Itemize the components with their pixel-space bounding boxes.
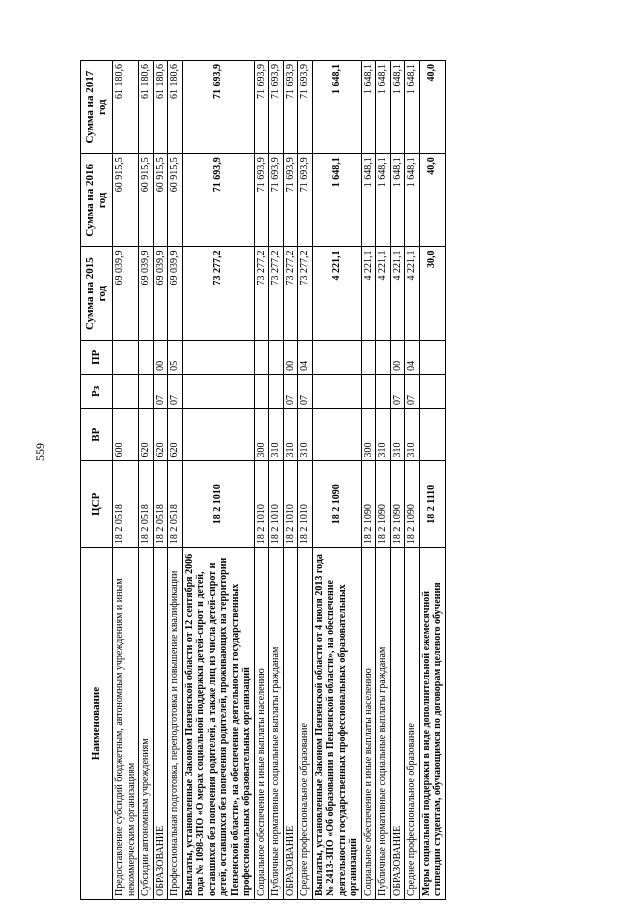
cell-pr <box>312 340 361 374</box>
header-sum-2017: Сумма на 2017 год <box>81 61 113 154</box>
cell-name: Субсидии автономным учреждениям <box>139 548 154 900</box>
cell-rz: 07 <box>405 374 420 408</box>
cell-sum-2015: 4 221,1 <box>390 247 405 340</box>
cell-pr <box>139 340 154 374</box>
cell-name: Предоставление субсидий бюджетным, автономным учреждениям и иным некоммерческим организациям <box>113 548 139 900</box>
cell-name: Выплаты, установленные Законом Пензенской области от 4 июля 2013 года № 2413-ЗПО «Об образовании в Пензенской области», на обеспечение деятельности государственных профессиональных образовательных организаций <box>312 548 361 900</box>
cell-sum-2015: 4 221,1 <box>405 247 420 340</box>
cell-rz: 07 <box>298 374 313 408</box>
cell-rz <box>361 374 376 408</box>
cell-sum-2016: 60 915,5 <box>139 154 154 247</box>
cell-csr: 18 2 1010 <box>298 461 313 548</box>
cell-rz <box>419 374 445 408</box>
cell-name: Меры социальной поддержки в виде дополнительной ежемесячной стипендии студентам, обучающимся по договорам целевого обучения <box>419 548 445 900</box>
cell-csr: 18 2 1090 <box>361 461 376 548</box>
cell-rz <box>139 374 154 408</box>
cell-csr: 18 2 0518 <box>153 461 168 548</box>
cell-sum-2016: 71 693,9 <box>298 154 313 247</box>
cell-vr: 300 <box>361 408 376 461</box>
header-rz: Рз <box>81 374 113 408</box>
table-row <box>168 61 183 900</box>
cell-sum-2017: 40,0 <box>419 61 445 154</box>
cell-csr: 18 2 0518 <box>168 461 183 548</box>
cell-pr: 00 <box>390 340 405 374</box>
cell-sum-2015: 73 277,2 <box>269 247 284 340</box>
cell-vr: 310 <box>269 408 284 461</box>
cell-pr <box>269 340 284 374</box>
cell-sum-2016: 71 693,9 <box>283 154 298 247</box>
cell-sum-2015: 4 221,1 <box>376 247 391 340</box>
table-row <box>405 61 420 900</box>
cell-vr: 310 <box>390 408 405 461</box>
table-row <box>298 61 313 900</box>
cell-sum-2017: 71 693,9 <box>298 61 313 154</box>
table-row <box>376 61 391 900</box>
cell-name: Социальное обеспечение и иные выплаты населению <box>254 548 269 900</box>
cell-sum-2015: 73 277,2 <box>254 247 269 340</box>
cell-sum-2017: 61 180,6 <box>113 61 139 154</box>
table-row <box>361 61 376 900</box>
cell-rz: 07 <box>390 374 405 408</box>
cell-sum-2016: 71 693,9 <box>254 154 269 247</box>
table-header-row <box>81 61 113 900</box>
cell-pr <box>182 340 254 374</box>
cell-sum-2015: 73 277,2 <box>182 247 254 340</box>
cell-sum-2017: 61 180,6 <box>168 61 183 154</box>
cell-pr: 05 <box>168 340 183 374</box>
cell-sum-2016: 60 915,5 <box>153 154 168 247</box>
table-row <box>419 61 445 900</box>
cell-csr: 18 2 1090 <box>312 461 361 548</box>
cell-sum-2017: 1 648,1 <box>361 61 376 154</box>
cell-sum-2017: 71 693,9 <box>283 61 298 154</box>
cell-csr: 18 2 1010 <box>182 461 254 548</box>
table-row <box>153 61 168 900</box>
budget-table <box>80 60 446 900</box>
cell-name: ОБРАЗОВАНИЕ <box>283 548 298 900</box>
cell-sum-2016: 1 648,1 <box>376 154 391 247</box>
cell-sum-2017: 71 693,9 <box>182 61 254 154</box>
cell-csr: 18 2 1010 <box>254 461 269 548</box>
cell-vr: 620 <box>168 408 183 461</box>
cell-pr <box>419 340 445 374</box>
cell-sum-2015: 30,0 <box>419 247 445 340</box>
cell-csr: 18 2 1090 <box>405 461 420 548</box>
cell-sum-2016: 60 915,5 <box>113 154 139 247</box>
cell-sum-2017: 61 180,6 <box>139 61 154 154</box>
cell-rz <box>376 374 391 408</box>
cell-sum-2017: 1 648,1 <box>312 61 361 154</box>
cell-sum-2017: 71 693,9 <box>254 61 269 154</box>
cell-sum-2015: 4 221,1 <box>312 247 361 340</box>
cell-pr <box>113 340 139 374</box>
cell-pr <box>361 340 376 374</box>
cell-rz: 07 <box>283 374 298 408</box>
header-sum-2015: Сумма на 2015 год <box>81 247 113 340</box>
cell-sum-2015: 69 039,9 <box>113 247 139 340</box>
cell-rz <box>113 374 139 408</box>
cell-rz <box>254 374 269 408</box>
cell-name: ОБРАЗОВАНИЕ <box>390 548 405 900</box>
cell-rz <box>269 374 284 408</box>
cell-sum-2015: 69 039,9 <box>168 247 183 340</box>
cell-rz: 07 <box>153 374 168 408</box>
cell-csr: 18 2 1110 <box>419 461 445 548</box>
cell-pr <box>376 340 391 374</box>
table-row <box>269 61 284 900</box>
table-row <box>182 61 254 900</box>
cell-name: Выплаты, установленные Законом Пензенской области от 12 сентября 2006 года № 1098-ЗПО «О мерах социальной поддержки детей-сирот и детей, оставшихся без попечения родителей, а также лиц из числа детей-сирот и детей, оставшихся без попечения родителей, проживающих на территории Пензенской области», на обеспечение деятельности государственных профессиональных образовательных организаций <box>182 548 254 900</box>
cell-pr: 00 <box>153 340 168 374</box>
cell-sum-2017: 1 648,1 <box>405 61 420 154</box>
rotated-page-content <box>80 60 560 900</box>
cell-sum-2016: 1 648,1 <box>361 154 376 247</box>
cell-name: Среднее профессиональное образование <box>405 548 420 900</box>
cell-vr: 310 <box>283 408 298 461</box>
cell-sum-2017: 71 693,9 <box>269 61 284 154</box>
cell-sum-2015: 69 039,9 <box>139 247 154 340</box>
cell-rz: 07 <box>168 374 183 408</box>
cell-sum-2017: 1 648,1 <box>390 61 405 154</box>
cell-vr: 600 <box>113 408 139 461</box>
cell-name: Публичные нормативные социальные выплаты гражданам <box>376 548 391 900</box>
cell-pr <box>254 340 269 374</box>
cell-sum-2015: 4 221,1 <box>361 247 376 340</box>
cell-csr: 18 2 1090 <box>376 461 391 548</box>
page-number: 559 <box>33 443 47 461</box>
table-row <box>390 61 405 900</box>
table-row <box>283 61 298 900</box>
cell-sum-2016: 1 648,1 <box>390 154 405 247</box>
header-csr: ЦСР <box>81 461 113 548</box>
cell-sum-2015: 73 277,2 <box>283 247 298 340</box>
cell-vr <box>312 408 361 461</box>
cell-sum-2016: 60 915,5 <box>168 154 183 247</box>
cell-vr <box>419 408 445 461</box>
cell-vr <box>182 408 254 461</box>
budget-table-container <box>80 60 560 900</box>
table-body <box>113 61 446 900</box>
cell-sum-2015: 73 277,2 <box>298 247 313 340</box>
cell-sum-2015: 69 039,9 <box>153 247 168 340</box>
cell-vr: 310 <box>376 408 391 461</box>
cell-name: Социальное обеспечение и иные выплаты населению <box>361 548 376 900</box>
header-sum-2016: Сумма на 2016 год <box>81 154 113 247</box>
cell-name: Среднее профессиональное образование <box>298 548 313 900</box>
cell-pr: 04 <box>405 340 420 374</box>
cell-sum-2016: 40,0 <box>419 154 445 247</box>
cell-rz <box>312 374 361 408</box>
cell-sum-2017: 61 180,6 <box>153 61 168 154</box>
table-row <box>113 61 139 900</box>
cell-sum-2016: 71 693,9 <box>269 154 284 247</box>
cell-pr: 00 <box>283 340 298 374</box>
cell-csr: 18 2 0518 <box>139 461 154 548</box>
cell-name: ОБРАЗОВАНИЕ <box>153 548 168 900</box>
cell-sum-2016: 71 693,9 <box>182 154 254 247</box>
cell-sum-2016: 1 648,1 <box>312 154 361 247</box>
cell-name: Публичные нормативные социальные выплаты гражданам <box>269 548 284 900</box>
cell-rz <box>182 374 254 408</box>
table-row <box>312 61 361 900</box>
cell-sum-2017: 1 648,1 <box>376 61 391 154</box>
cell-name: Профессиональная подготовка, переподготовка и повышение квалификации <box>168 548 183 900</box>
cell-csr: 18 2 1090 <box>390 461 405 548</box>
cell-vr: 310 <box>298 408 313 461</box>
cell-vr: 300 <box>254 408 269 461</box>
cell-csr: 18 2 1010 <box>269 461 284 548</box>
cell-vr: 620 <box>153 408 168 461</box>
header-vr: ВР <box>81 408 113 461</box>
cell-pr: 04 <box>298 340 313 374</box>
cell-sum-2016: 1 648,1 <box>405 154 420 247</box>
cell-csr: 18 2 0518 <box>113 461 139 548</box>
header-pr: ПР <box>81 340 113 374</box>
header-name: Наименование <box>81 548 113 900</box>
cell-vr: 620 <box>139 408 154 461</box>
cell-vr: 310 <box>405 408 420 461</box>
table-row <box>139 61 154 900</box>
table-row <box>254 61 269 900</box>
cell-csr: 18 2 1010 <box>283 461 298 548</box>
